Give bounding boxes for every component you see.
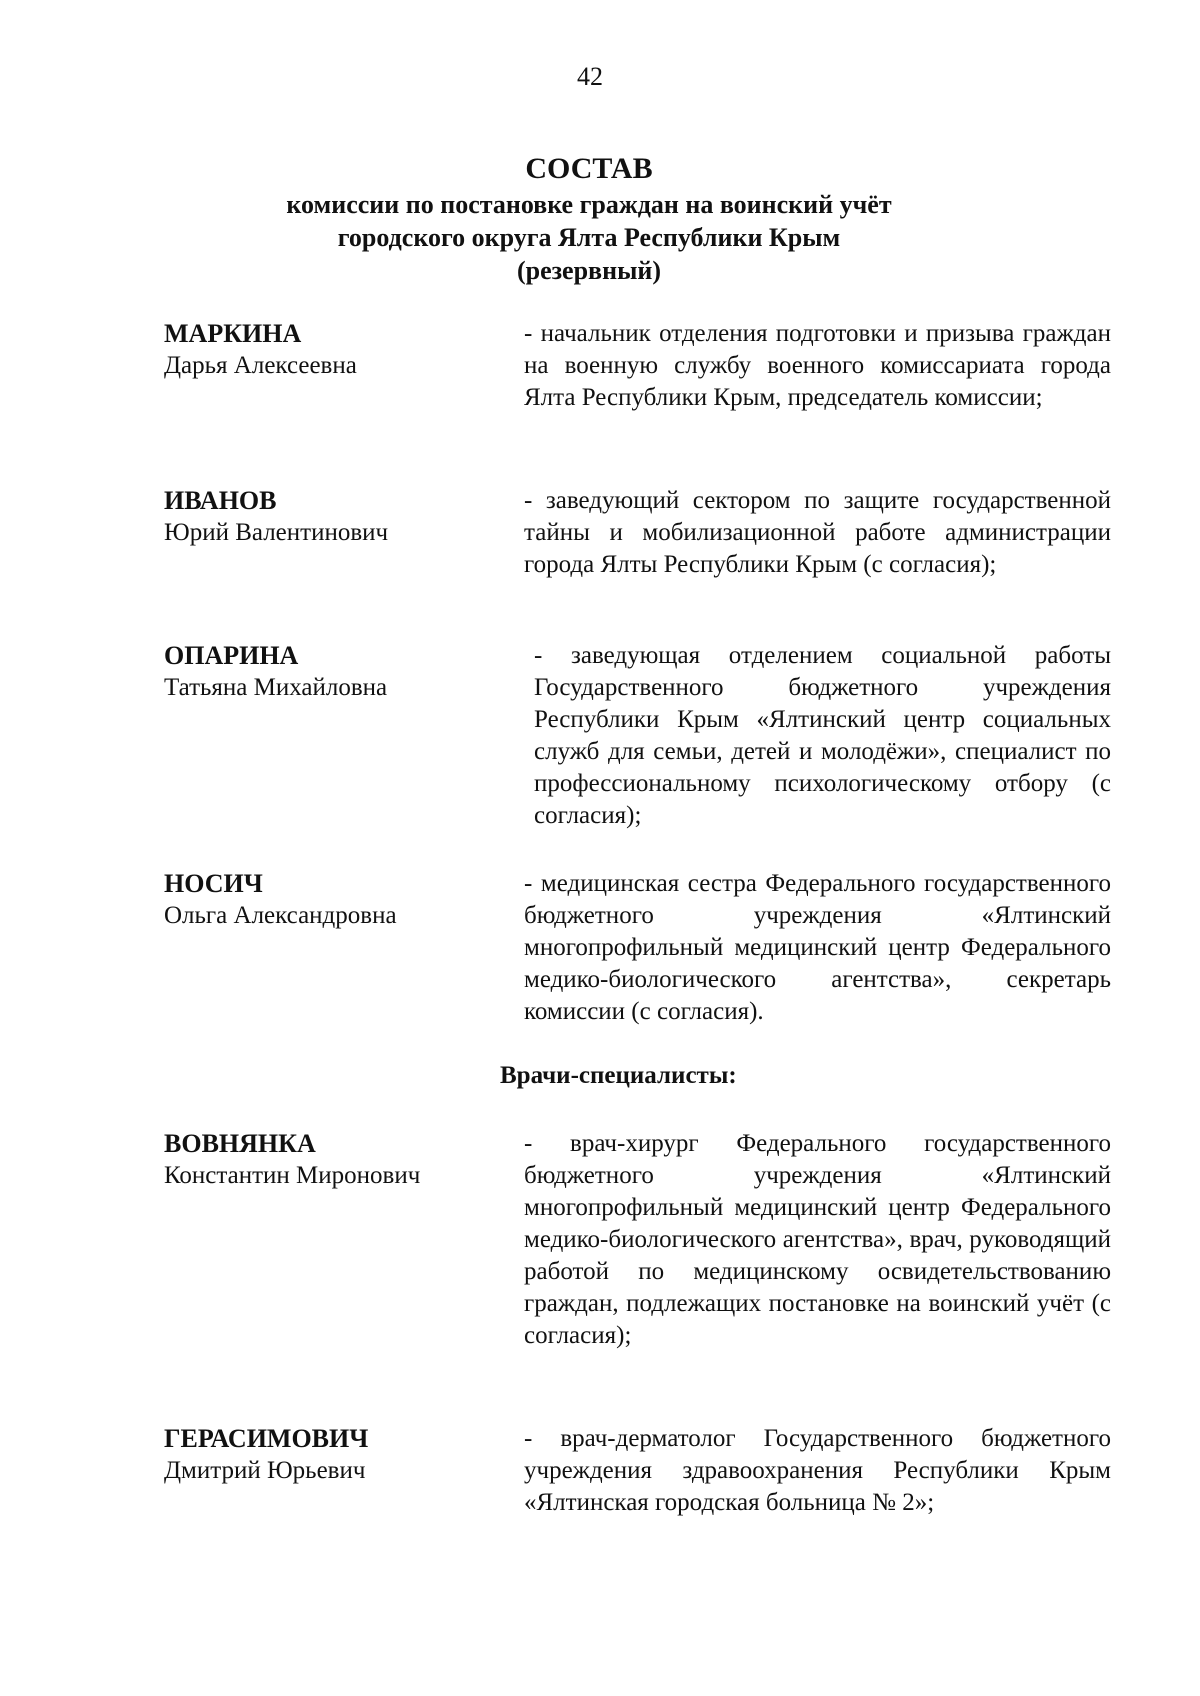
member-surname: ГЕРАСИМОВИЧ: [164, 1424, 369, 1453]
member-name-block: [164, 640, 504, 704]
heading-line-3: (резервный): [516, 256, 662, 285]
member-surname: МАРКИНА: [164, 319, 302, 348]
member-name-block: [164, 1128, 504, 1192]
member-role: - медицинская сестра Федерального государственного бюджетного учреждения «Ялтинский многопрофильный медицинский центр Федерального медико-биологического агентства», секретарь комиссии (с согласия).: [524, 870, 1111, 1025]
member-given-names: Дарья Алексеевна: [164, 352, 357, 379]
member-given-names: Ольга Александровна: [164, 902, 397, 929]
member-name-block: [164, 485, 504, 549]
heading-line-1: комиссии по постановке граждан на воинский учёт: [286, 190, 892, 219]
member-given-names: Юрий Валентинович: [164, 519, 389, 546]
member-surname: ОПАРИНА: [164, 641, 299, 670]
member-role: - врач-дерматолог Государственного бюджетного учреждения здравоохранения Республики Крым «Ялтинская городская больница № 2»;: [524, 1425, 1111, 1516]
member-role: - заведующий сектором по защите государственной тайны и мобилизационной работе администрации города Ялты Республики Крым (с согласия);: [524, 487, 1111, 578]
member-name-block: [164, 1423, 504, 1487]
member-surname: ИВАНОВ: [164, 486, 277, 515]
member-surname: НОСИЧ: [164, 869, 263, 898]
member-role: - начальник отделения подготовки и призыва граждан на военную службу военного комиссариата города Ялта Республики Крым, председатель комиссии;: [524, 320, 1111, 411]
member-name-block: [164, 868, 504, 932]
member-given-names: Дмитрий Юрьевич: [164, 1457, 366, 1484]
member-role: - врач-хирург Федерального государственного бюджетного учреждения «Ялтинский многопрофильный медицинский центр Федерального медико-биологического агентства», врач, руководящий работой по медицинскому освидетельствованию граждан, подлежащих постановке на воинский учёт (с согласия);: [524, 1130, 1111, 1349]
section-title-specialists: Врачи-специалисты:: [500, 1062, 737, 1089]
member-given-names: Татьяна Михайловна: [164, 674, 388, 701]
member-given-names: Константин Миронович: [164, 1162, 421, 1189]
member-name-block: [164, 318, 504, 382]
page-number: 42: [577, 62, 603, 91]
member-surname: ВОВНЯНКА: [164, 1129, 316, 1158]
document-heading: [0, 150, 1178, 287]
heading-line-2: городского округа Ялта Республики Крым: [337, 223, 841, 252]
member-role: - заведующая отделением социальной работы Государственного бюджетного учреждения Республики Крым «Ялтинский центр социальных служб для семьи, детей и молодёжи», специалист по профессиональному психологическому отбору (с согласия);: [534, 642, 1111, 829]
heading-title: СОСТАВ: [525, 152, 653, 185]
